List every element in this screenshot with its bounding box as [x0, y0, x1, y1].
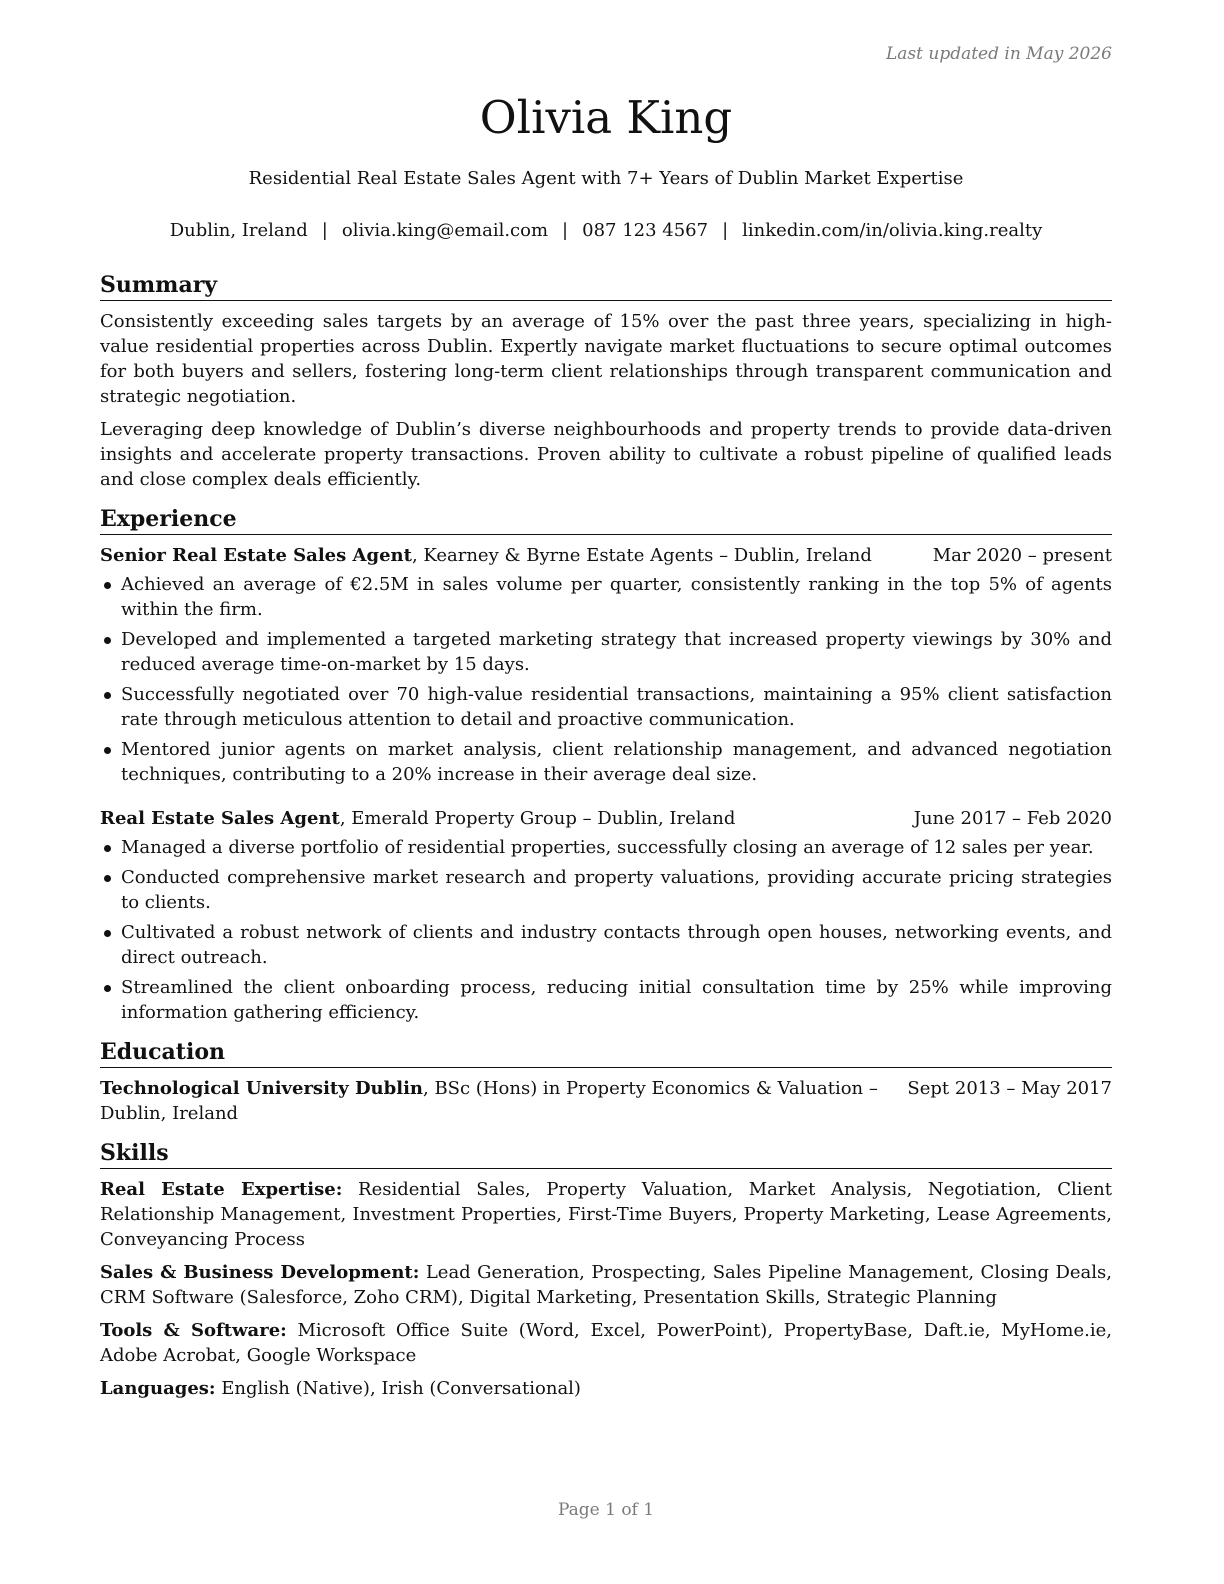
education-degree: , BSc (Hons) in Property Economics & Valuation – Dublin, Ireland: [100, 1078, 878, 1124]
contact-phone[interactable]: 087 123 4567: [582, 220, 709, 241]
skill-group-items: Residential Sales, Property Valuation, Market Analysis, Negotiation, Client Relationship Management, Investment Properties, First-Time Buyers, Property Marketing, Lease Agreements, Conveyancing Process: [100, 1179, 1112, 1250]
skill-group-label: Real Estate Expertise:: [100, 1179, 343, 1200]
experience-section: [100, 504, 1112, 1025]
skill-group-items: English (Native), Irish (Conversational): [215, 1378, 581, 1399]
education-section: [100, 1037, 1112, 1126]
job-bullet: Managed a diverse portfolio of residential properties, successfully closing an average of 12 sales per year.: [100, 835, 1112, 860]
job-header: [100, 806, 1112, 831]
skill-group: [100, 1318, 1112, 1368]
resume-page: [100, 0, 1112, 1584]
job-entry: [100, 543, 1112, 787]
skill-group-label: Sales & Business Development:: [100, 1262, 420, 1283]
last-updated-note: Last updated in May 2026: [885, 44, 1112, 64]
section-heading-summary: Summary: [100, 270, 1112, 301]
skills-section: [100, 1138, 1112, 1401]
contact-email[interactable]: olivia.king@email.com: [341, 220, 549, 241]
contact-location: Dublin, Ireland: [169, 220, 308, 241]
section-heading-skills: Skills: [100, 1138, 1112, 1169]
section-heading-experience: Experience: [100, 504, 1112, 535]
job-header: [100, 543, 1112, 568]
skill-group-label: Tools & Software:: [100, 1320, 287, 1341]
candidate-tagline: Residential Real Estate Sales Agent with 7+ Years of Dublin Market Expertise: [248, 168, 964, 189]
job-bullet: Developed and implemented a targeted marketing strategy that increased property viewings by 30% and reduced average time-on-market by 15 days.: [100, 627, 1112, 677]
contact-separator: |: [722, 220, 729, 241]
page-number: Page 1 of 1: [557, 1500, 655, 1520]
skill-group-items: Microsoft Office Suite (Word, Excel, PowerPoint), PropertyBase, Daft.ie, MyHome.ie, Adobe Acrobat, Google Workspace: [100, 1320, 1112, 1366]
contact-line: [100, 218, 1112, 244]
job-bullet-list: [100, 572, 1112, 787]
summary-paragraph: Consistently exceeding sales targets by an average of 15% over the past three years, specializing in high-value residential properties across Dublin. Expertly navigate market fluctuations to secure optimal outcomes for both buyers and sellers, fostering long-term client relationships through transparent communication and strategic negotiation.: [100, 311, 1112, 407]
job-bullet-list: [100, 835, 1112, 1025]
skill-group: [100, 1177, 1112, 1252]
job-company: , Kearney & Byrne Estate Agents – Dublin, Ireland: [411, 545, 872, 566]
job-title: Real Estate Sales Agent: [100, 808, 340, 829]
job-entry: [100, 806, 1112, 1025]
job-bullet: Successfully negotiated over 70 high-value residential transactions, maintaining a 95% client satisfaction rate through meticulous attention to detail and proactive communication.: [100, 682, 1112, 732]
job-company: , Emerald Property Group – Dublin, Ireland: [339, 808, 736, 829]
skill-group-items: Lead Generation, Prospecting, Sales Pipeline Management, Closing Deals, CRM Software (Salesforce, Zoho CRM), Digital Marketing, Presentation Skills, Strategic Planning: [100, 1262, 1112, 1308]
education-entry: [100, 1076, 1112, 1126]
skill-group: [100, 1260, 1112, 1310]
job-title-line: [100, 543, 913, 568]
job-bullet: Conducted comprehensive market research and property valuations, providing accurate pricing strategies to clients.: [100, 865, 1112, 915]
contact-separator: |: [562, 220, 569, 241]
contact-linkedin[interactable]: linkedin.com/in/olivia.king.realty: [742, 220, 1043, 241]
job-title-line: [100, 806, 894, 831]
job-dates: Mar 2020 – present: [932, 545, 1112, 566]
job-dates: June 2017 – Feb 2020: [913, 808, 1112, 829]
job-bullet: Streamlined the client onboarding process, reducing initial consultation time by 25% while improving information gathering efficiency.: [100, 975, 1112, 1025]
section-heading-education: Education: [100, 1037, 1112, 1068]
contact-separator: |: [321, 220, 328, 241]
summary-paragraph: Leveraging deep knowledge of Dublin’s diverse neighbourhoods and property trends to provide data-driven insights and accelerate property transactions. Proven ability to cultivate a robust pipeline of qualified leads and close complex deals efficiently.: [100, 419, 1112, 490]
skill-group: [100, 1376, 1112, 1401]
job-bullet: Cultivated a robust network of clients and industry contacts through open houses, networking events, and direct outreach.: [100, 920, 1112, 970]
job-title: Senior Real Estate Sales Agent: [100, 545, 412, 566]
education-school: Technological University Dublin: [100, 1078, 423, 1099]
education-line: [100, 1076, 887, 1126]
resume-body: [100, 270, 1112, 1413]
education-dates: Sept 2013 – May 2017: [907, 1078, 1112, 1099]
job-bullet: Achieved an average of €2.5M in sales volume per quarter, consistently ranking in the top 5% of agents within the firm.: [100, 572, 1112, 622]
candidate-name: Olivia King: [479, 91, 733, 144]
summary-section: [100, 270, 1112, 492]
skill-group-label: Languages:: [100, 1378, 216, 1399]
job-bullet: Mentored junior agents on market analysis, client relationship management, and advanced negotiation techniques, contributing to a 20% increase in their average deal size.: [100, 737, 1112, 787]
